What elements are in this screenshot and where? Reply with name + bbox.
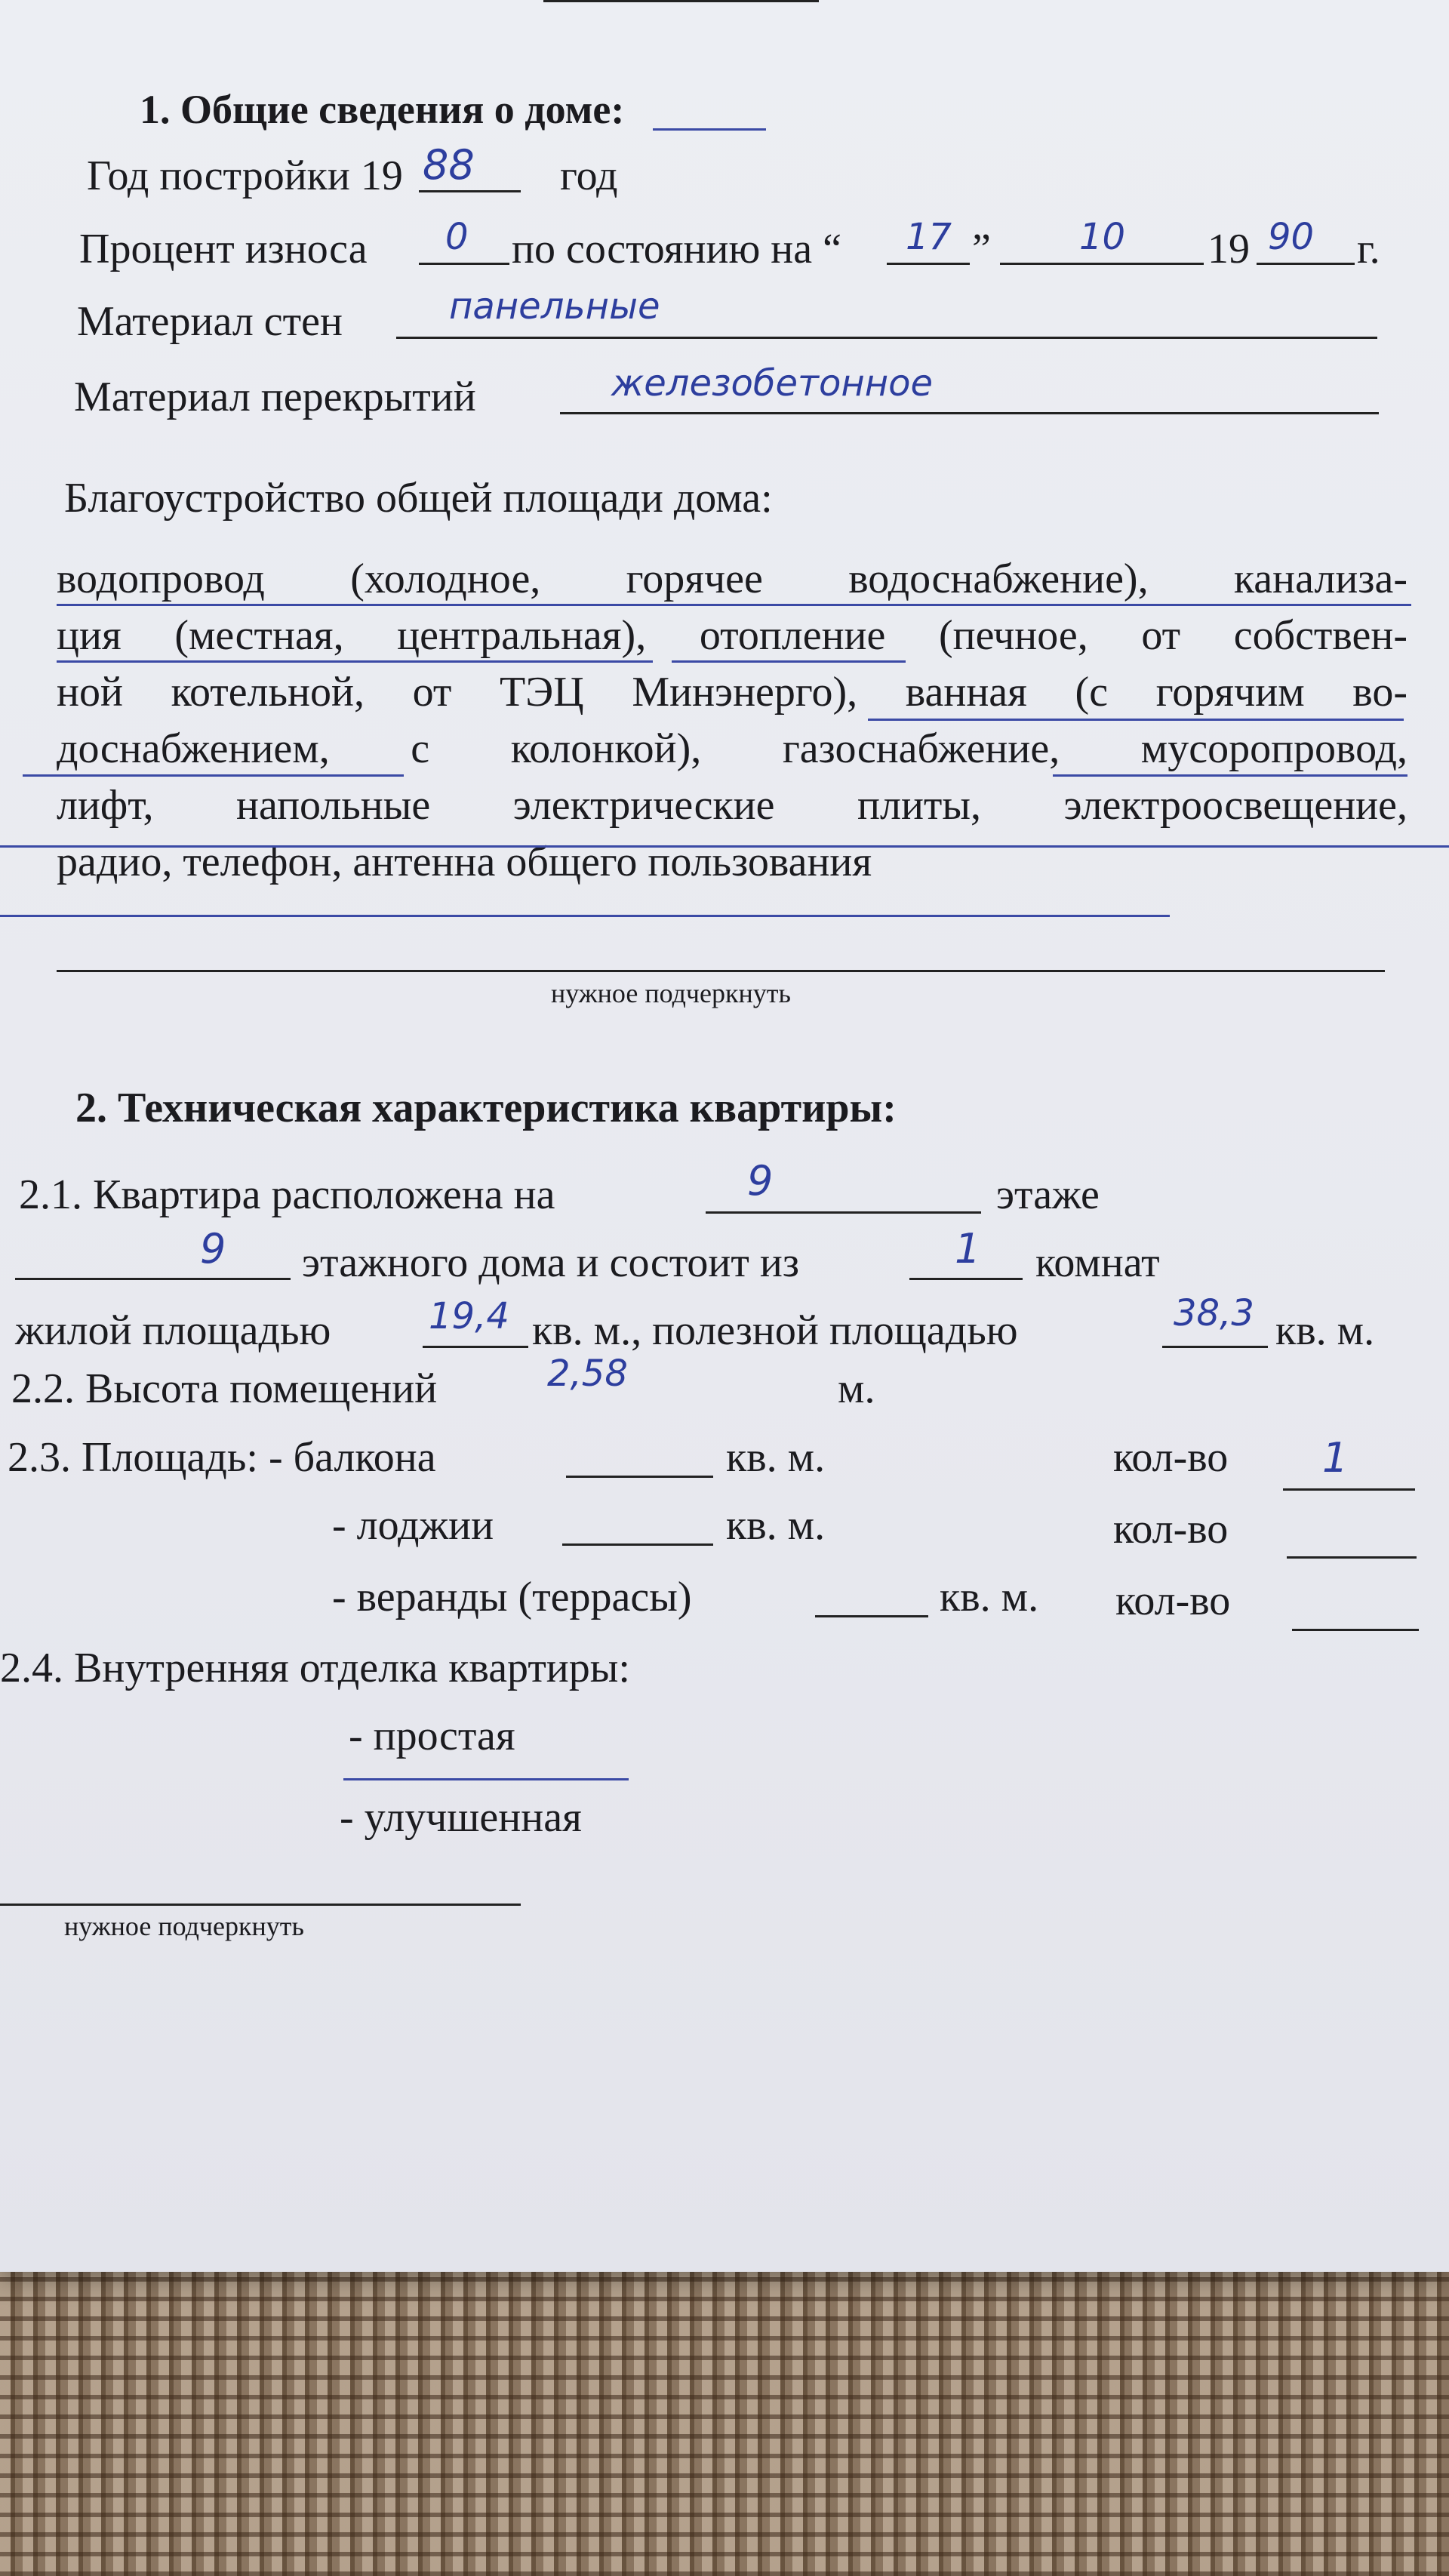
wear-line — [419, 263, 509, 265]
underline-mark — [0, 845, 1449, 848]
finish-simple: - простая — [349, 1713, 515, 1759]
wear-month: 10 — [1079, 216, 1126, 258]
floors-line — [560, 412, 1379, 414]
rooms-line — [909, 1278, 1023, 1280]
footnote-line — [0, 1904, 521, 1906]
useful-line — [1162, 1346, 1268, 1348]
wear-date-label: по состоянию на “ — [512, 226, 841, 272]
underline-note: нужное подчеркнуть — [551, 978, 791, 1008]
walls-line — [396, 337, 1377, 339]
year-value: 88 — [423, 141, 475, 189]
balcony-count-line — [1283, 1488, 1415, 1491]
height-suffix: м. — [838, 1365, 875, 1412]
area-label: 2.3. Площадь: - балкона — [8, 1434, 436, 1481]
amenities-extra-line — [57, 970, 1385, 972]
balcony-sqm: кв. м. — [726, 1434, 826, 1481]
underline-mark — [57, 604, 1411, 606]
balcony-count-label: кол-во — [1113, 1434, 1229, 1481]
amenities-line: ной котельной, от ТЭЦ Минэнерго), ванная (с горячим во- — [57, 669, 1407, 716]
year-label: Год постройки 19 — [87, 152, 403, 199]
loggia-area-line — [562, 1543, 713, 1546]
underline-note: нужное подчеркнуть — [64, 1911, 304, 1941]
finish-improved: - улучшенная — [340, 1794, 582, 1841]
wear-day: 17 — [906, 216, 952, 258]
living-label: жилой площадью — [15, 1307, 331, 1354]
finish-label: 2.4. Внутренняя отделка квартиры: — [0, 1645, 630, 1691]
wear-year: 90 — [1268, 216, 1315, 258]
wear-quote: ” — [972, 226, 991, 272]
underline-mark — [23, 774, 404, 777]
storeys-line — [15, 1278, 291, 1280]
wear-value: 0 — [445, 216, 469, 258]
balcony-count: 1 — [1322, 1434, 1349, 1482]
floor-value: 9 — [747, 1157, 774, 1205]
height-line — [543, 0, 819, 2]
veranda-count-label: кол-во — [1115, 1577, 1231, 1624]
veranda-area-line — [815, 1615, 928, 1617]
loggia-sqm: кв. м. — [726, 1502, 826, 1549]
wear-month-line — [1000, 263, 1204, 265]
veranda-label: - веранды (террасы) — [332, 1574, 692, 1620]
underline-mark — [672, 660, 906, 663]
living-line — [423, 1346, 528, 1348]
year-line — [419, 190, 521, 192]
loggia-label: - лоджии — [332, 1502, 494, 1549]
walls-value: панельные — [449, 285, 660, 328]
section-2-title: 2. Техническая характеристика квартиры: — [75, 1085, 897, 1131]
useful-value: 38,3 — [1174, 1292, 1254, 1334]
amenities-line: водопровод (холодное, горячее водоснабжение), канализа- — [57, 556, 1407, 602]
storeys-value: 9 — [200, 1225, 226, 1273]
useful-suffix: кв. м. — [1275, 1307, 1375, 1354]
wear-year-suffix: г. — [1357, 226, 1380, 272]
living-value: 19,4 — [429, 1295, 509, 1337]
floors-label: Материал перекрытий — [74, 374, 476, 420]
underline-mark — [0, 915, 1170, 917]
walls-label: Материал стен — [77, 298, 343, 345]
amenities-line: лифт, напольные электрические плиты, электроосвещение, — [57, 782, 1407, 829]
height-label: 2.2. Высота помещений — [11, 1365, 438, 1412]
wear-year-line — [1257, 263, 1355, 265]
wear-year-prefix: 19 — [1208, 226, 1250, 272]
title-scribble — [653, 128, 766, 131]
underline-mark — [1053, 774, 1407, 777]
useful-label: кв. м., полезной площадью — [532, 1307, 1018, 1354]
rooms-suffix: комнат — [1035, 1239, 1160, 1286]
floor-label: 2.1. Квартира расположена на — [19, 1171, 555, 1218]
underline-mark — [343, 1778, 629, 1780]
balcony-area-line — [566, 1476, 713, 1478]
amenities-line: доснабжением, с колонкой), газоснабжение, мусоропровод, — [57, 725, 1407, 772]
floors-value: железобетонное — [611, 362, 933, 405]
floor-suffix: этаже — [996, 1171, 1100, 1218]
storeys-label: этажного дома и состоит из — [302, 1239, 799, 1286]
wear-label: Процент износа — [79, 226, 368, 272]
underline-mark — [868, 719, 1404, 721]
loggia-count-line — [1287, 1556, 1417, 1559]
rooms-value: 1 — [955, 1225, 981, 1273]
amenities-line: радио, телефон, антенна общего пользования — [57, 839, 872, 885]
year-suffix: год — [560, 152, 618, 199]
amenities-line: ция (местная, центральная), отопление (печное, от собствен- — [57, 612, 1407, 659]
veranda-sqm: кв. м. — [940, 1574, 1039, 1620]
underline-mark — [57, 660, 653, 663]
loggia-count-label: кол-во — [1113, 1506, 1229, 1553]
section-1-title: 1. Общие сведения о доме: — [140, 87, 625, 132]
wear-day-line — [887, 263, 970, 265]
height-value: 2,58 — [547, 1353, 628, 1395]
amenities-label: Благоустройство общей площади дома: — [64, 475, 773, 522]
veranda-count-line — [1292, 1629, 1419, 1631]
floor-line — [706, 1211, 981, 1214]
